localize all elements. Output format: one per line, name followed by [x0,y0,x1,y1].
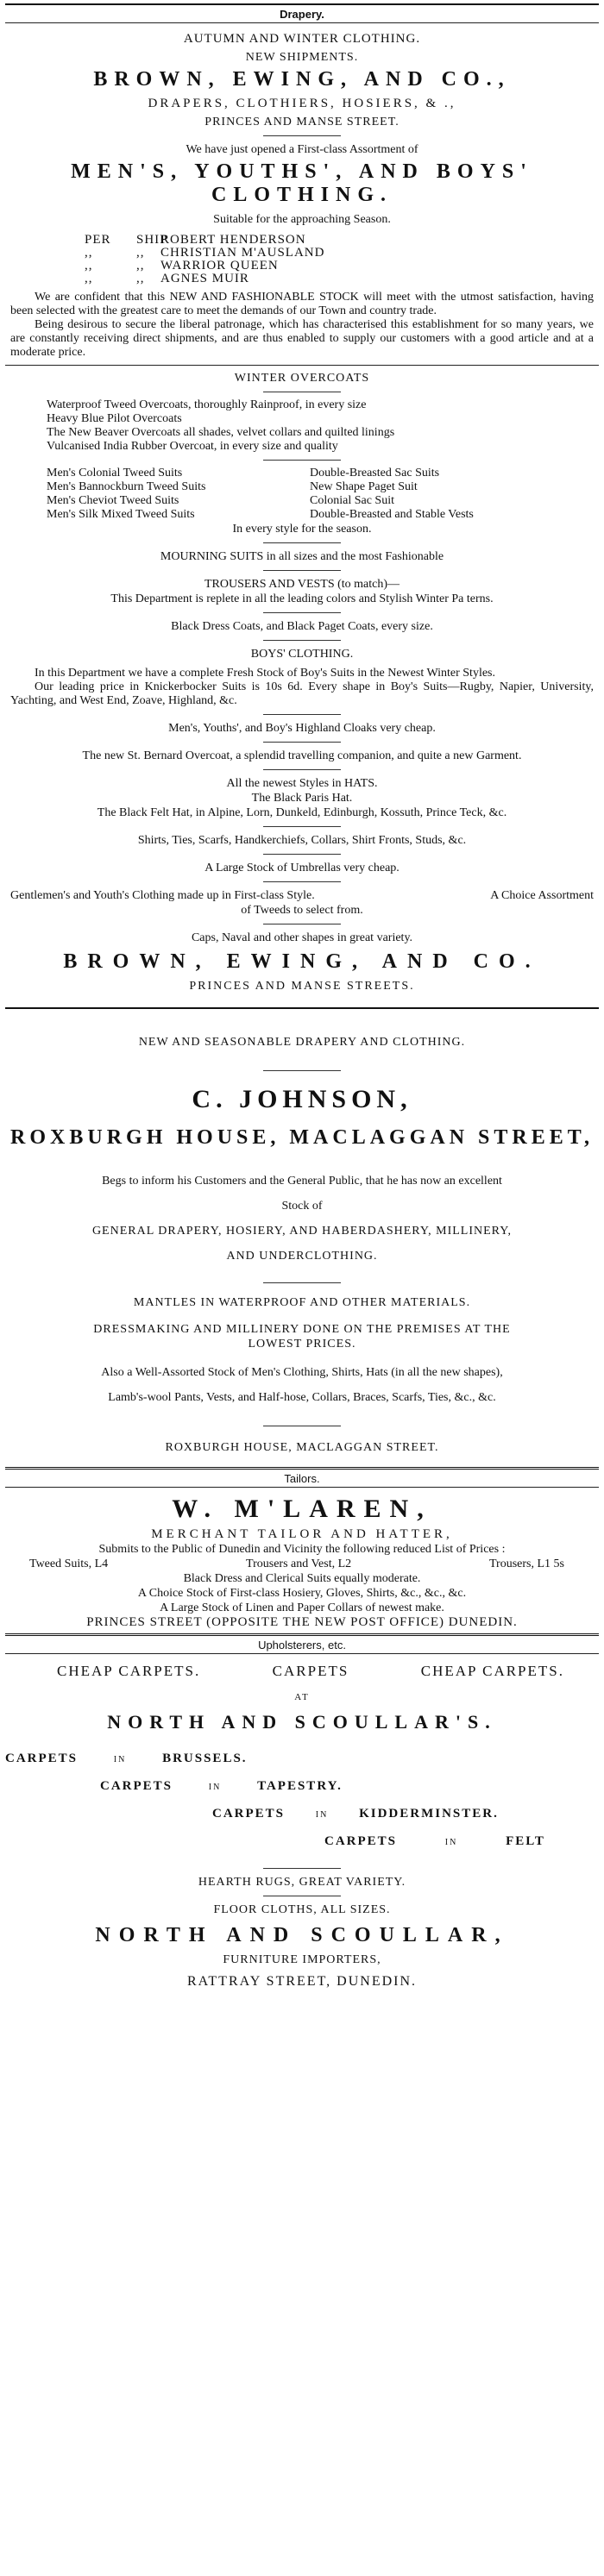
johnson-name: C. JOHNSON, [192,1085,412,1113]
ship-row: ,, ,, CHRISTIAN M'AUSLAND [85,246,325,260]
johnson-general2: AND UNDERCLOTHING. [226,1250,378,1263]
cheap-carpets-1: CHEAP CARPETS. [57,1663,201,1679]
upholsterers-firm: NORTH AND SCOULLAR'S. [107,1711,497,1733]
drapery-para1: We are confident that this NEW AND FASHIONABLE STOCK will meet with the utmost satisfaction, having been selected with the greatest care to meet the demands of our Town and country trade. [10,291,594,317]
stagger-row [5,1746,599,1773]
divider [263,742,341,743]
johnson-also: Also a Well-Assorted Stock of Men's Clothing, Shirts, Hats (in all the new shapes), [101,1366,503,1379]
carpets: CARPETS [5,1752,79,1765]
rule [5,1633,599,1636]
kidderminster: KIDDERMINSTER. [359,1807,499,1821]
trousers-head: TROUSERS AND VESTS (to match)— [204,578,400,591]
carpets: CARPETS [212,1807,286,1821]
suit-item: Men's Colonial Tweed Suits [47,467,183,479]
stagger-row [5,1828,599,1856]
highland: Men's, Youths', and Boy's Highland Cloaks very cheap. [168,722,436,735]
section-upholsterers: Upholsterers, etc. [258,1639,346,1652]
johnson-house: ROXBURGH HOUSE, MACLAGGAN STREET, [10,1126,594,1149]
tweeds: of Tweeds to select from. [241,904,363,917]
top-rule [5,3,599,5]
overcoats-list [47,398,599,454]
carpets: CARPETS [324,1834,398,1848]
divider [263,1070,341,1071]
suits-style: In every style for the season. [232,523,372,536]
divider [263,854,341,855]
in: IN [208,1783,222,1792]
boys-para: In this Department we have a complete Fresh Stock of Boy's Suits in the Newest Winter Styles. [35,667,495,680]
overcoat-item: Waterproof Tweed Overcoats, thoroughly Rainproof, in every size [47,398,367,411]
ship-row: ,, ,, WARRIOR QUEEN [85,259,279,273]
boys-para2: Our leading price in Knickerbocker Suits is 10s 6d. Every shape in Boy's Suits—Rugby, Napier, University, Yachting, and West End, Zoave, Highland, &c. [10,680,594,707]
divider [263,1868,341,1869]
divider [263,542,341,543]
suit-item: Men's Bannockburn Tweed Suits [47,480,206,493]
at: AT [294,1692,310,1702]
tailors-trade: MERCHANT TAILOR AND HATTER, [151,1527,453,1541]
tapestry: TAPESTRY. [257,1779,343,1793]
hearth: HEARTH RUGS, GREAT VARIETY. [198,1876,406,1889]
suit-item: Double-Breasted Sac Suits [310,467,440,479]
felt: FELT [506,1834,545,1848]
divider [263,881,341,882]
rule [5,22,599,23]
divider [263,460,341,461]
overcoats-head: WINTER OVERCOATS [234,372,370,385]
johnson-mantles: MANTLES IN WATERPROOF AND OTHER MATERIALS. [133,1296,471,1309]
johnson-dress1: DRESSMAKING AND MILLINERY DONE ON THE PREMISES AT THE [93,1323,511,1336]
tailors-name: W. M'LAREN, [172,1495,432,1523]
divider [263,769,341,770]
divider [263,1282,341,1283]
price-trousers: Trousers, L1 5s [489,1558,564,1570]
drapery-para2: Being desirous to secure the liberal patronage, which has characterised this establishment for so many years, we are constantly receiving direct shipments, and are thus enabled to supply our customers with a good article and at a moderate price. [10,318,594,359]
shirts: Shirts, Ties, Scarfs, Handkerchiefs, Collars, Shirt Fronts, Studs, &c. [137,834,467,847]
divider [263,640,341,641]
divider [263,612,341,613]
drapery-firm: BROWN, EWING, AND CO., [93,68,511,91]
carpets-row [57,1663,564,1680]
suit-item: Men's Cheviot Tweed Suits [47,494,179,507]
felt-hat: The Black Felt Hat, in Alpine, Lorn, Dunkeld, Edinburgh, Kossuth, Prince Teck, &c. [97,806,507,819]
drapery-address2: PRINCES AND MANSE STREETS. [189,980,415,993]
stagger-row [5,1801,599,1828]
johnson-title: NEW AND SEASONABLE DRAPERY AND CLOTHING. [138,1036,466,1049]
overcoat-item: Vulcanised India Rubber Overcoat, in every size and quality [47,440,338,453]
tailors-submits: Submits to the Public of Dunedin and Vicinity the following reduced List of Prices : [98,1543,506,1556]
carpets: CARPETS [272,1663,349,1679]
carpets: CARPETS [100,1779,173,1793]
gents-right: A Choice Assortment [490,889,594,902]
upholsterers-address: RATTRAY STREET, DUNEDIN. [186,1974,418,1989]
carpets-stagger [5,1746,599,1856]
johnson-lambs: Lamb's-wool Pants, Vests, and Half-hose, Collars, Braces, Scarfs, Ties, &c., &c. [108,1391,496,1404]
gents-row [10,888,594,903]
drapery-address: PRINCES AND MANSE STREET. [204,116,400,128]
suit-item: New Shape Paget Suit [310,480,418,493]
upholsterers-firm2: NORTH AND SCOULLAR, [95,1924,509,1946]
johnson-stock-of: Stock of [281,1200,323,1213]
rule [5,1487,599,1488]
tailors-choice: A Choice Stock of First-class Hosiery, Gloves, Shirts, &c., &c., &c. [137,1587,467,1600]
paris-hat: The Black Paris Hat. [251,792,353,805]
drapery-assortment: MEN'S, YOUTHS', AND BOYS' CLOTHING. [71,160,533,206]
rule [5,365,599,366]
trousers-body: This Department is replete in all the leading colors and Stylish Winter Pa terns. [110,592,494,605]
in: IN [315,1810,329,1820]
in: IN [444,1838,458,1847]
newspaper-page [0,3,604,2576]
johnson-footer: ROXBURGH HOUSE, MACLAGGAN STREET. [165,1441,439,1454]
overcoat-item: Heavy Blue Pilot Overcoats [47,412,182,425]
drapery-intro: We have just opened a First-class Assortment of [186,143,418,156]
price-trousers-vest: Trousers and Vest, L2 [246,1558,352,1570]
suits-grid [47,467,573,522]
boys-head: BOYS' CLOTHING. [250,648,354,661]
floor: FLOOR CLOTHS, ALL SIZES. [213,1903,391,1916]
tailors-linen: A Large Stock of Linen and Paper Collars of newest make. [160,1601,444,1614]
ship-row: ,, ,, AGNES MUIR [85,272,249,285]
black-dress: Black Dress Coats, and Black Paget Coats, every size. [171,620,433,633]
suit-item: Double-Breasted and Stable Vests [310,508,474,521]
section-tailors: Tailors. [284,1472,320,1485]
tailors-address: PRINCES STREET (OPPOSITE THE NEW POST OFFICE) DUNEDIN. [86,1615,518,1629]
divider [263,826,341,827]
gents-left: Gentlemen's and Youth's Clothing made up in First-class Style. [10,889,315,902]
importers: FURNITURE IMPORTERS, [223,1953,381,1966]
drapery-title: AUTUMN AND WINTER CLOTHING. [183,32,421,46]
rule [5,1653,599,1654]
johnson-inform: Begs to inform his Customers and the General Public, that he has now an excellent [102,1175,502,1188]
divider [263,135,341,136]
in: IN [113,1755,127,1764]
hats-head: All the newest Styles in HATS. [226,777,378,790]
stagger-row [5,1773,599,1801]
overcoat-item: The New Beaver Overcoats all shades, velvet collars and quilted linings [47,426,395,439]
brussels: BRUSSELS. [162,1752,248,1765]
drapery-trades: DRAPERS, CLOTHIERS, HOSIERS, & ., [148,97,456,110]
tailors-prices [29,1557,564,1571]
suit-item: Colonial Sac Suit [310,494,394,507]
mourning: MOURNING SUITS in all sizes and the most Fashionable [160,550,444,563]
caps: Caps, Naval and other shapes in great variety. [191,931,413,944]
divider [263,570,341,571]
tailors-black: Black Dress and Clerical Suits equally moderate. [183,1572,421,1585]
price-tweed: Tweed Suits, L4 [29,1558,109,1570]
drapery-subtitle: NEW SHIPMENTS. [245,51,359,64]
johnson-general1: GENERAL DRAPERY, HOSIERY, AND HABERDASHERY, MILLINERY, [91,1225,513,1238]
drapery-firm2: BROWN, EWING, AND CO. [63,950,541,973]
cheap-carpets-2: CHEAP CARPETS. [420,1663,564,1679]
rule [5,1467,599,1470]
section-drapery: Drapery. [280,8,324,21]
rule [5,1007,599,1009]
suit-item: Men's Silk Mixed Tweed Suits [47,508,195,521]
drapery-suitable: Suitable for the approaching Season. [213,213,391,226]
ship-list [5,234,599,285]
divider [263,714,341,715]
bernard: The new St. Bernard Overcoat, a splendid travelling companion, and quite a new Garment. [82,749,522,762]
johnson-dress2: LOWEST PRICES. [248,1338,356,1351]
ship-row: PER SHIP ROBERT HENDERSON [85,233,306,247]
umbrellas: A Large Stock of Umbrellas very cheap. [204,862,400,874]
